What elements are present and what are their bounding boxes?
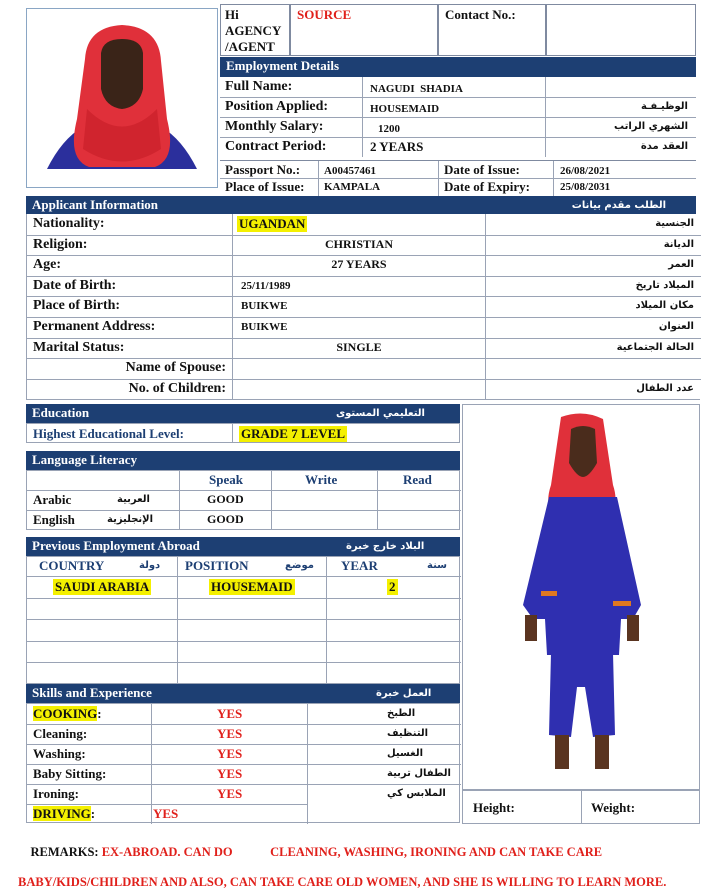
skill-ar: الطفال تربية — [387, 768, 451, 779]
applicant-label: Place of Birth: — [33, 298, 121, 314]
issue-value: 26/08/2021 — [560, 165, 611, 177]
applicant-label: Name of Spouse: — [125, 360, 226, 376]
applicant-title: Applicant Information — [32, 197, 159, 212]
applicant-title-ar: الطلب مقدم بيانات — [571, 200, 666, 211]
read-header: Read — [403, 472, 432, 487]
salary-value: 1200 — [378, 123, 400, 135]
source-cell — [290, 4, 438, 56]
skill-value: YES — [217, 746, 243, 761]
applicant-ar: الميلاد تاريخ — [635, 279, 694, 291]
applicant-ar: مكان الميلاد — [635, 300, 694, 312]
applicant-table — [26, 214, 700, 400]
expiry-value: 25/08/2031 — [560, 181, 611, 193]
year-header-ar: سنة — [427, 560, 447, 571]
skill-label: Cleaning: — [33, 726, 88, 741]
skill-ar: الملابس كي — [387, 788, 446, 799]
language-title: Language Literacy — [32, 452, 138, 467]
applicant-value: 27 YEARS — [331, 257, 387, 272]
skill-label: Washing: — [33, 746, 86, 761]
prev-year: 2 — [389, 579, 396, 594]
skill-label: COOKING: — [33, 706, 102, 721]
applicant-label: Nationality: — [33, 216, 105, 231]
previous-title-bar — [26, 537, 460, 556]
employment-rows — [220, 77, 696, 157]
headshot-photo — [26, 8, 218, 188]
employment-title-bar — [220, 57, 696, 77]
employment-title: Employment Details — [226, 58, 340, 73]
full-name-value: NAGUDI SHADIA — [370, 83, 463, 95]
position-header: POSITION — [185, 558, 249, 573]
contract-value: 2 YEARS — [370, 139, 424, 154]
education-title-ar: التعليمي المستوى — [336, 408, 425, 419]
applicant-value: BUIKWE — [241, 321, 288, 333]
english-ar: الإنجليزية — [107, 514, 154, 525]
education-level-label: Highest Educational Level: — [33, 426, 184, 441]
applicant-ar: الجنسية — [655, 218, 694, 229]
speak-header: Speak — [209, 472, 243, 487]
skill-value: YES — [217, 786, 243, 801]
applicant-title-bar — [26, 196, 696, 214]
applicant-value: 25/11/1989 — [241, 279, 291, 292]
applicant-ar: العنوان — [658, 321, 694, 332]
previous-table — [26, 556, 460, 684]
applicant-value: UGANDAN — [239, 216, 306, 231]
skills-title-bar — [26, 684, 460, 703]
skill-label: DRIVING: — [33, 806, 96, 821]
height-label: Height: — [473, 800, 515, 815]
issue-label: Date of Issue: — [444, 162, 520, 177]
applicant-label: Permanent Address: — [33, 319, 156, 334]
write-header: Write — [305, 472, 338, 487]
arabic-label: Arabic — [33, 492, 72, 507]
language-table — [26, 470, 460, 530]
previous-title-ar: البلاد خارج خبرة — [346, 541, 425, 552]
applicant-ar: الديانة — [663, 238, 694, 250]
contract-ar: العقد مدة — [640, 141, 688, 152]
skills-title: Skills and Experience — [32, 685, 152, 700]
passport-rows — [220, 160, 696, 196]
education-row — [26, 423, 460, 443]
applicant-value: SINGLE — [336, 339, 382, 354]
position-header-ar: موضع — [285, 560, 314, 571]
position-label: Position Applied: — [225, 99, 329, 114]
position-ar: الوظيـفـة — [640, 101, 688, 112]
skill-label: Ironing: — [33, 786, 79, 801]
applicant-label: Marital Status: — [33, 339, 125, 355]
position-value: HOUSEMAID — [370, 103, 440, 115]
source-label: SOURCE — [297, 7, 352, 22]
applicant-label: Religion: — [33, 236, 88, 252]
contract-label: Contract Period: — [225, 139, 327, 154]
salary-label: Monthly Salary: — [225, 119, 324, 134]
country-header-ar: دولة — [139, 560, 161, 571]
headshot-image — [27, 9, 217, 187]
agency-label: Hi AGENCY /AGENT — [225, 7, 282, 54]
contact-cell — [438, 4, 546, 56]
contact-label: Contact No.: — [445, 7, 516, 22]
english-speak: GOOD — [207, 512, 244, 526]
year-header: YEAR — [341, 558, 378, 573]
remarks-label: REMARKS: — [30, 845, 99, 859]
education-level-value: GRADE 7 LEVEL — [241, 426, 346, 441]
arabic-speak: GOOD — [207, 492, 244, 506]
applicant-ar: الحالة الجتماعية — [616, 341, 694, 353]
prev-country: SAUDI ARABIA — [55, 579, 150, 594]
skill-value: YES — [217, 726, 243, 741]
expiry-label: Date of Expiry: — [444, 179, 530, 194]
remarks — [18, 830, 718, 889]
skill-value: YES — [217, 706, 243, 721]
applicant-value: BUIKWE — [241, 300, 288, 313]
applicant-label: No. of Children: — [128, 380, 226, 396]
applicant-ar: العمر — [668, 259, 694, 271]
skill-value: YES — [153, 806, 179, 821]
applicant-label: Age: — [33, 257, 61, 273]
fullbody-image — [463, 405, 699, 789]
previous-title: Previous Employment Abroad — [32, 538, 200, 553]
language-title-bar — [26, 451, 460, 470]
skill-ar: الغسيل — [387, 748, 424, 759]
weight-label: Weight: — [591, 800, 636, 815]
skill-ar: الطبخ — [387, 708, 416, 719]
skill-label: Baby Sitting: — [33, 766, 107, 781]
skills-title-ar: العمل خبرة — [376, 688, 432, 699]
place-value: KAMPALA — [324, 181, 381, 193]
remarks-line2: BABY/KIDS/CHILDREN AND ALSO, CAN TAKE CARE OLD WOMEN, AND SHE IS WILLING TO LEARN MORE. — [18, 875, 667, 889]
skill-ar: التنظيف — [387, 728, 429, 739]
applicant-ar: عدد الطفال — [636, 382, 694, 394]
prev-position: HOUSEMAID — [211, 579, 293, 594]
english-label: English — [33, 512, 75, 527]
applicant-label: Date of Birth: — [33, 277, 117, 293]
education-title: Education — [32, 405, 90, 420]
agency-cell — [220, 4, 290, 56]
salary-ar: الشهري الراتب — [614, 121, 688, 132]
fullbody-photo — [462, 404, 700, 790]
arabic-ar: العربية — [117, 494, 150, 505]
applicant-value: CHRISTIAN — [324, 236, 393, 251]
place-label: Place of Issue: — [225, 179, 305, 194]
measure-row — [462, 790, 700, 824]
passport-no-value: A00457461 — [324, 165, 376, 177]
education-title-bar — [26, 404, 460, 423]
country-header: COUNTRY — [39, 558, 105, 573]
skill-value: YES — [217, 766, 243, 781]
remarks-line1: EX-ABROAD. CAN DO CLEANING, WASHING, IRONING AND CAN TAKE CARE — [101, 845, 603, 859]
passport-no-label: Passport No.: — [225, 162, 301, 177]
skills-table — [26, 703, 460, 823]
full-name-label: Full Name: — [225, 79, 293, 94]
contact-value-cell — [546, 4, 696, 56]
